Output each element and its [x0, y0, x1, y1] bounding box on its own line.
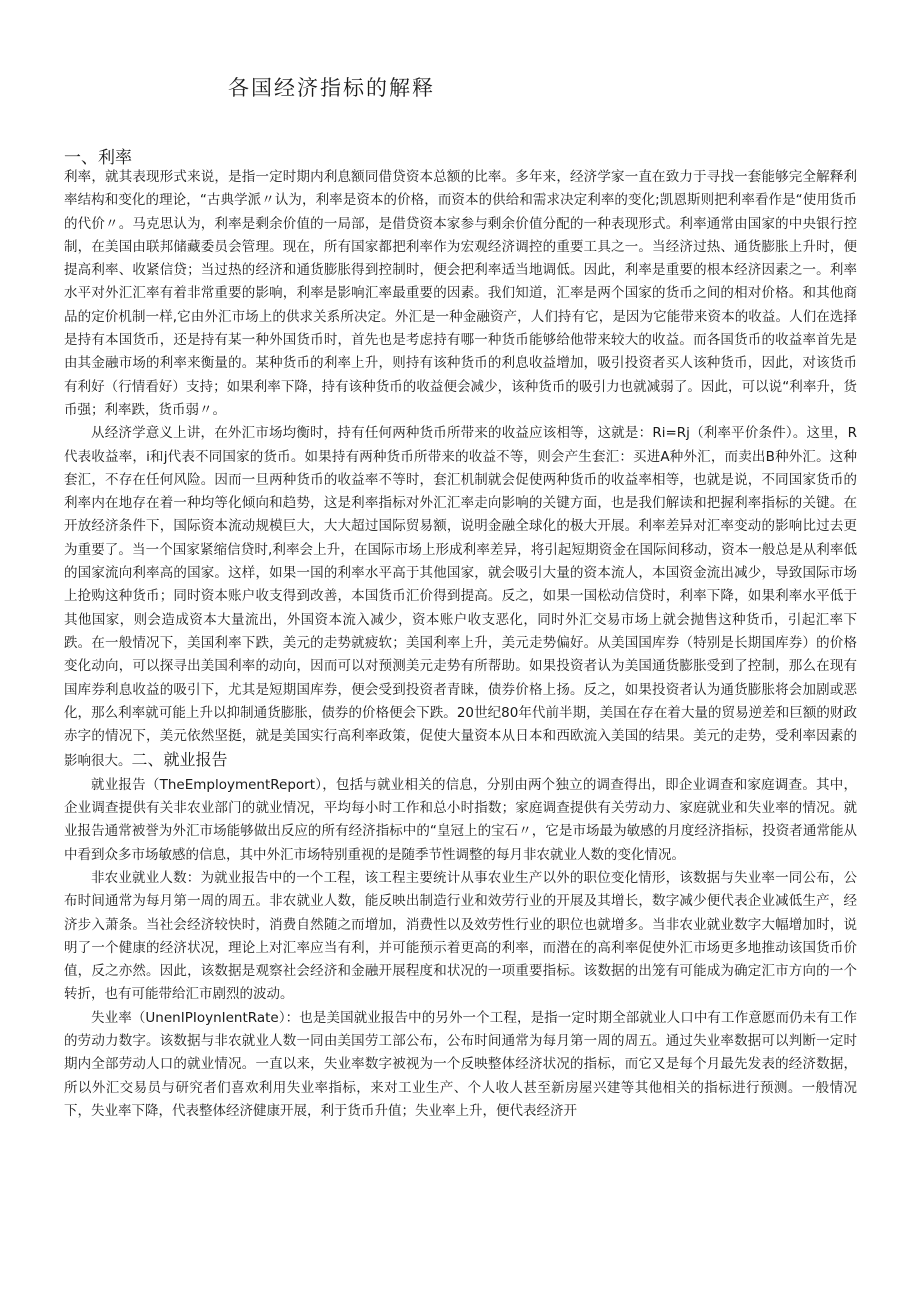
section-heading-interest-rate: 一、利率 — [64, 148, 132, 168]
paragraph-interest-parity-text: 从经济学意义上讲，在外汇市场均衡时，持有任何两种货币所带来的收益应该相等，这就是：Ri=Rj（利率平价条件）。这里，R代表收益率，i和j代表不同国家的货币。如果持有两种货币所带来的收益不等，则会产生套汇：买进A种外汇，而卖出B种外汇。这种套汇，不存在任何风险。因而一旦两种货币的收益率不等时，套汇机制就会促使两种货币的收益率相等，也就是说，不同国家货币的利率内在地存在着一种均等化倾向和趋势，这是利率指标对外汇汇率走向影响的关键方面，也是我们解读和把握利率指标的关键。在开放经济条件下，国际资本流动规模巨大，大大超过国际贸易额，说明金融全球化的极大开展。利率差异对汇率变动的影响比过去更为重要了。当一个国家紧缩信贷时,利率会上升，在国际市场上形成利率差异，将引起短期资金在国际间移动，资本一般总是从利率低的国家流向利率高的国家。这样，如果一国的利率水平高于其他国家，就会吸引大量的资本流人，本国资金流出减少，导致国际市场上抢购这种货币；同时资本账户收支得到改善，本国货币汇价得到提高。反之，如果一国松动信贷时，利率下降，如果利率水平低于其他国家，则会造成资本大量流出，外国资本流入减少，资本账户收支恶化，同时外汇交易市场上就会抛售这种货币，引起汇率下跌。在一般情况下，美国利率下跌，美元的走势就疲软；美国利率上升，美元走势偏好。从美国国库券（特别是长期国库券）的价格变化动向，可以探寻出美国利率的动向，因而可以对预测美元走势有所帮助。如果投资者认为美国通货膨胀受到了控制，那么在现有国库券利息收益的吸引下，尤其是短期国库券，便会受到投资者青睐，债券价格上扬。反之，如果投资者认为通货膨胀将会加剧或恶化，那么利率就可能上升以抑制通货膨胀，债券的价格便会下跌。20世纪80年代前半期，美国在存在着大量的贸易逆差和巨额的财政赤字的情况下，美元依然坚挺，就是美国实行高利率政策，促使大量资本从日本和西欧流入美国的结果。美元的走势，受利率因素的影响很大。 — [64, 425, 857, 770]
paragraph-interest-rate-definition: 利率，就其表现形式来说，是指一定时期内利息额同借贷资本总额的比率。多年来，经济学家一直在致力于寻找一套能够完全解释利率结构和变化的理论，“古典学派〃认为，利率是资本的价格，而资本的供给和需求决定利率的变化;凯恩斯则把利率看作是“使用货币的代价〃。马克思认为，利率是剩余价值的一局部，是借贷资本家参与剩余价值分配的一种表现形式。利率通常由国家的中央银行控制，在美国由联邦储藏委员会管理。现在，所有国家都把利率作为宏观经济调控的重要工具之一。当经济过热、通货膨胀上升时，便提高利率、收紧信贷；当过热的经济和通货膨胀得到控制时，便会把利率适当地调低。因此，利率是重要的根本经济因素之一。利率水平对外汇汇率有着非常重要的影响，利率是影响汇率最重要的因素。我们知道，汇率是两个国家的货币之间的相对价格。和其他商品的定价机制一样,它由外汇市场上的供求关系所决定。外汇是一种金融资产，人们持有它，是因为它能带来资本的收益。人们在选择是持有本国货币，还是持有某一种外国货币时，首先也是考虑持有哪一种货币能够给他带来较大的收益。而各国货币的收益率首先是由其金融市场的利率来衡量的。某种货币的利率上升，则持有该种货币的利息收益增加，吸引投资者买人该种货币，因此，对该货币有利好（行情看好）支持；如果利率下降，持有该种货币的收益便会减少，该种货币的吸引力也就减弱了。因此，可以说“利率升，货币强；利率跌，货币弱〃。 — [64, 169, 857, 418]
document-title: 各国经济指标的解释 — [228, 76, 435, 100]
document-body — [64, 166, 857, 1123]
paragraph-nonfarm-payrolls: 非农业就业人数：为就业报告中的一个工程，该工程主要统计从事农业生产以外的职位变化情形，该数据与失业率一同公布，公布时间通常为每月第一周的周五。非农就业人数，能反映出制造行业和效劳行业的开展及其增长，数字减少便代表企业减低生产，经济步入萧条。当社会经济较快时，消费自然随之而增加，消费性以及效劳性行业的职位也就增多。当非农业就业数字大幅增加时，说明了一个健康的经济状况，理论上对汇率应当有利，并可能预示着更高的利率，而潜在的高利率促使外汇市场更多地推动该国货币价值，反之亦然。因此，该数据是观察社会经济和金融开展程度和状况的一项重要指标。该数据的出笼有可能成为确定汇市方向的一个转折，也有可能带给汇市剧烈的波动。 — [64, 869, 857, 1003]
section-heading-employment-report: 二、就业报告 — [131, 750, 228, 770]
paragraph-unemployment-rate: 失业率（UnenIPIoynIentRate）：也是美国就业报告中的另外一个工程，是指一定时期全部就业人口中有工作意愿而仍未有工作的劳动力数字。该数据与非农就业人数一同由美国劳工部公布，公布时间通常为每月第一周的周五。通过失业率数据可以判断一定时期内全部劳动人口的就业情况。一直以来，失业率数字被视为一个反映整体经济状况的指标，而它又是每个月最先发表的经济数据，所以外汇交易员与研究者们喜欢利用失业率指标，来对工业生产、个人收人甚至新房屋兴建等其他相关的指标进行预测。一般情况下，失业率下降，代表整体经济健康开展，利于货币升值；失业率上升，便代表经济开 — [64, 1009, 857, 1119]
paragraph-employment-report: 就业报告（TheEmploymentReport），包括与就业相关的信息，分别由两个独立的调查得出，即企业调查和家庭调查。其中，企业调查提供有关非农业部门的就业情况，平均每小时工作和总小时指数；家庭调查提供有关劳动力、家庭就业和失业率的情况。就业报告通常被誉为外汇市场能够做出反应的所有经济指标中的“皇冠上的宝石〃，它是市场最为敏感的月度经济指标，投资者通常能从中看到众多市场敏感的信息，其中外汇市场特别重视的是随季节性调整的每月非农就业人数的变化情况。 — [64, 776, 857, 863]
paragraph-interest-parity — [64, 422, 857, 773]
